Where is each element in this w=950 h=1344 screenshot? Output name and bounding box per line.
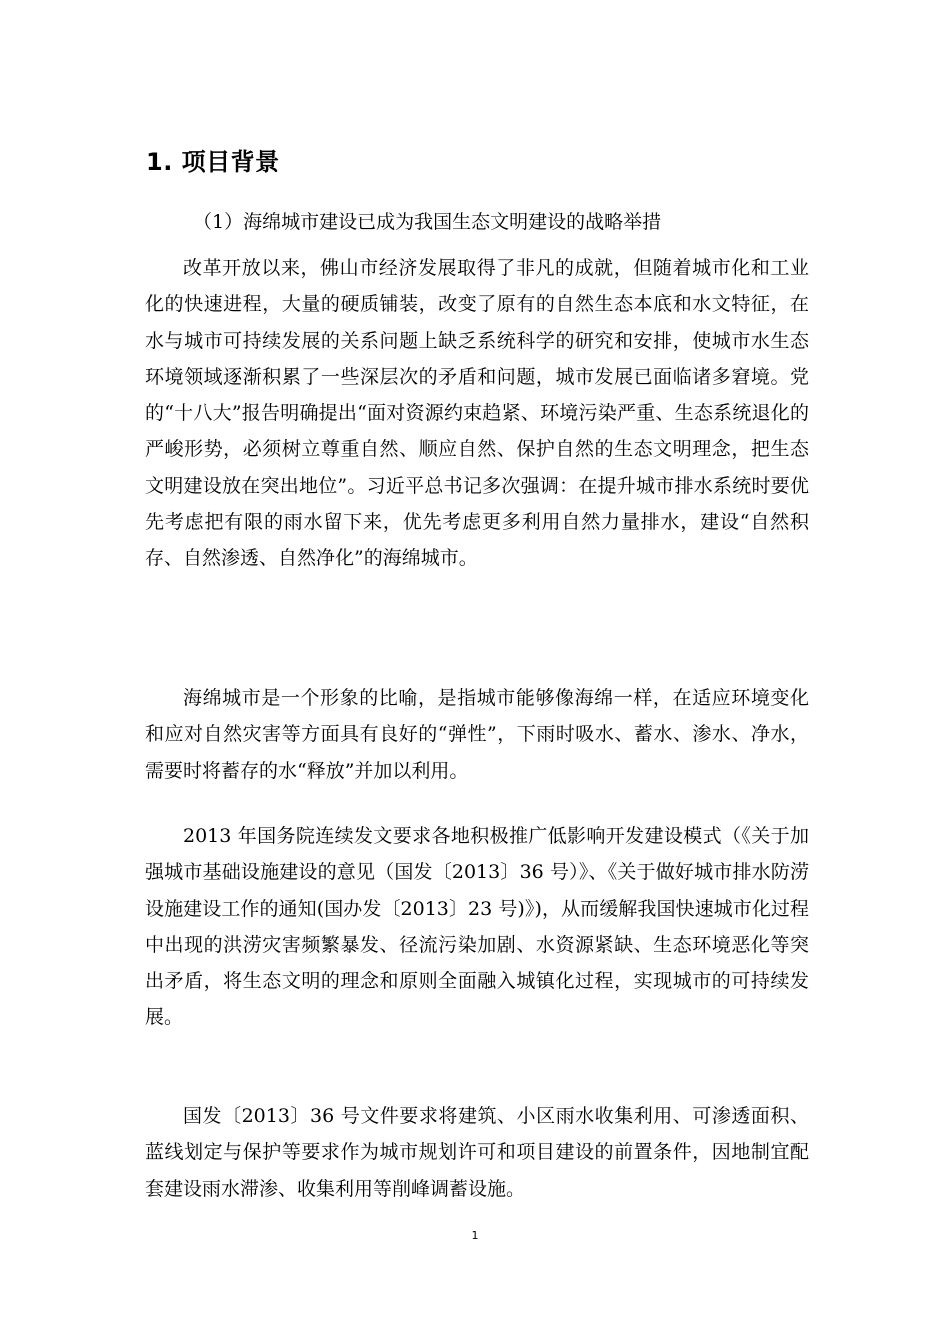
page-number: 1 xyxy=(471,1229,479,1242)
section-heading: 1. 项目背景 xyxy=(146,148,280,176)
paragraph-document-36-requirements: 国发〔2013〕36 号文件要求将建筑、小区雨水收集利用、可渗透面积、蓝线划定与保护等要求作为城市规划许可和项目建设的前置条件，因地制宜配套建设雨水滞渗、收集利用等削峰调蓄设施。 xyxy=(145,1105,809,1200)
paragraph-reform-background: 改革开放以来，佛山市经济发展取得了非凡的成就，但随着城市化和工业化的快速进程，大量的硬质铺装，改变了原有的自然生态本底和水文特征，在水与城市可持续发展的关系问题上缺乏系统科学的研究和安排，使城市水生态环境领域逐渐积累了一些深层次的矛盾和问题，城市发展已面临诸多窘境。党的“十八大”报告明确提出“面对资源约束趋紧、环境污染严重、生态系统退化的严峻形势，必须树立尊重自然、顺应自然、保护自然的生态文明理念，把生态文明建设放在突出地位”。习近平总书记多次强调：在提升城市排水系统时要优先考虑把有限的雨水留下来，优先考虑更多利用自然力量排水，建设“自然积存、自然渗透、自然净化”的海绵城市。 xyxy=(145,257,809,570)
paragraph-state-council-documents: 2013 年国务院连续发文要求各地积极推广低影响开发建设模式（《关于加强城市基础设施建设的意见（国发〔2013〕36 号）》、《关于做好城市排水防涝设施建设工作的通知(国办发〔2013〕23 号)》)，从而缓解我国快速城市化过程中出现的洪涝灾害频繁暴发、径流污染加剧、水资源紧缺、生态环境恶化等突出矛盾，将生态文明的理念和原则全面融入城镇化过程，实现城市的可持续发展。 xyxy=(145,825,809,1029)
subsection-heading: （1）海绵城市建设已成为我国生态文明建设的战略举措 xyxy=(193,211,662,233)
paragraph-sponge-city-definition: 海绵城市是一个形象的比喻，是指城市能够像海绵一样，在适应环境变化和应对自然灾害等方面具有良好的“弹性”，下雨时吸水、蓄水、渗水、净水，需要时将蓄存的水“释放”并加以利用。 xyxy=(145,687,809,782)
